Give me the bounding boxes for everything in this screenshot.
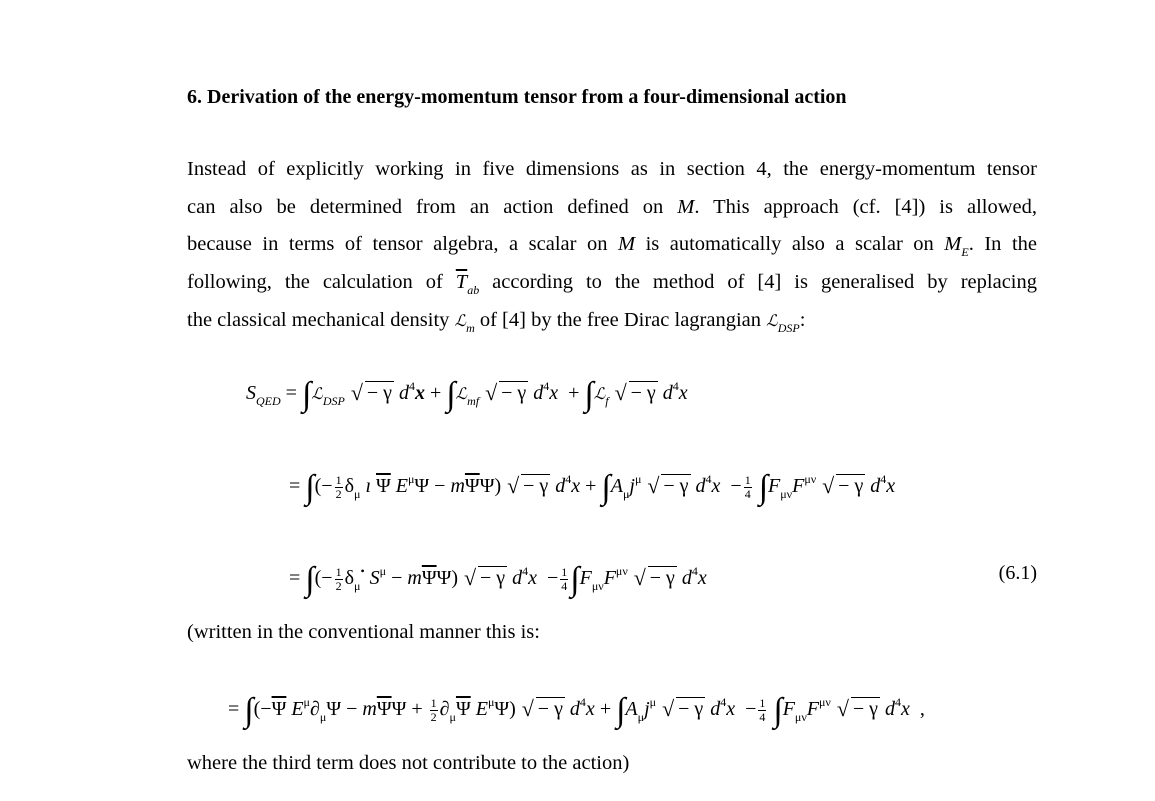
- paragraph-line-1: Instead of explicitly working in five dimensions as in section 4, the energy-momentum tensor: [187, 158, 1037, 180]
- equation-6-1: = ∫(− $\frac{1}{2}$ $\delta_\mu^•$ $S^\mu - m\overline{\Psi}\Psi$) √ − γ $d^4x$ − $\frac{1}{4}$ $\int F_{\mu\nu}F^{\mu\nu}$ √ − γ $d^4x$: [289, 557, 707, 593]
- equation-expanded-lagrangian: = ∫(− $\frac{1}{2}$ $\delta_\mu$ ı $\overline{\Psi}$ $E^\mu\Psi - m\overline{\Psi}\Psi$) √ − γ $d^4x + \int A_\mu j^\mu$ √ − γ $d^4x$ − $\frac{1}{4}$ $\int F_{\mu\nu}F^{\mu\nu}$ √ − γ $d^4x$: [289, 465, 895, 501]
- section-heading: 6. Derivation of the energy-momentum tensor from a four-dimensional action: [187, 86, 847, 108]
- closing-text: where the third term does not contribute to the action): [187, 752, 630, 774]
- equation-conventional-form: = $\int(-\overline{\Psi}$ $E^\mu\partial_\mu\Psi - m\overline{\Psi}\Psi$ + $\frac{1}{2}$ $\partial_\mu\overline{\Psi}$ $E^\mu\Psi$) √ − γ $d^4x + \int A_\mu j^\mu$ √ − γ $d^4x$ − $\frac{1}{4}$ $\int F_{\mu\nu}F^{\mu\nu}$ √ − γ $d^4x$ ,: [228, 688, 925, 724]
- conventional-manner-text: (written in the conventional manner this is:: [187, 621, 540, 643]
- equation-number: (6.1): [998, 562, 1037, 584]
- paragraph-line-4: following, the calculation of $\overline{T}_{ab}$ according to the method of [4] is generalised by replacing: [187, 271, 1037, 297]
- equation-action-definition: $S_{QED}$ = ∫ℒ$_{DSP}$ √ − γ $d^4x$ + ∫ℒ$_{mf}$ √ − γ $d^4x$ + ∫ℒ$_f$ √ − γ $d^4x$: [246, 372, 688, 406]
- paragraph-line-5: the classical mechanical density ℒ$_m$ of [4] by the free Dirac lagrangian ℒ$_{DSP}$:: [187, 309, 806, 335]
- paragraph-line-3: because in terms of tensor algebra, a scalar on M is automatically also a scalar on $M_E$. In the: [187, 233, 1037, 259]
- paragraph-line-2: can also be determined from an action defined on M. This approach (cf. [4]) is allowed,: [187, 196, 1037, 218]
